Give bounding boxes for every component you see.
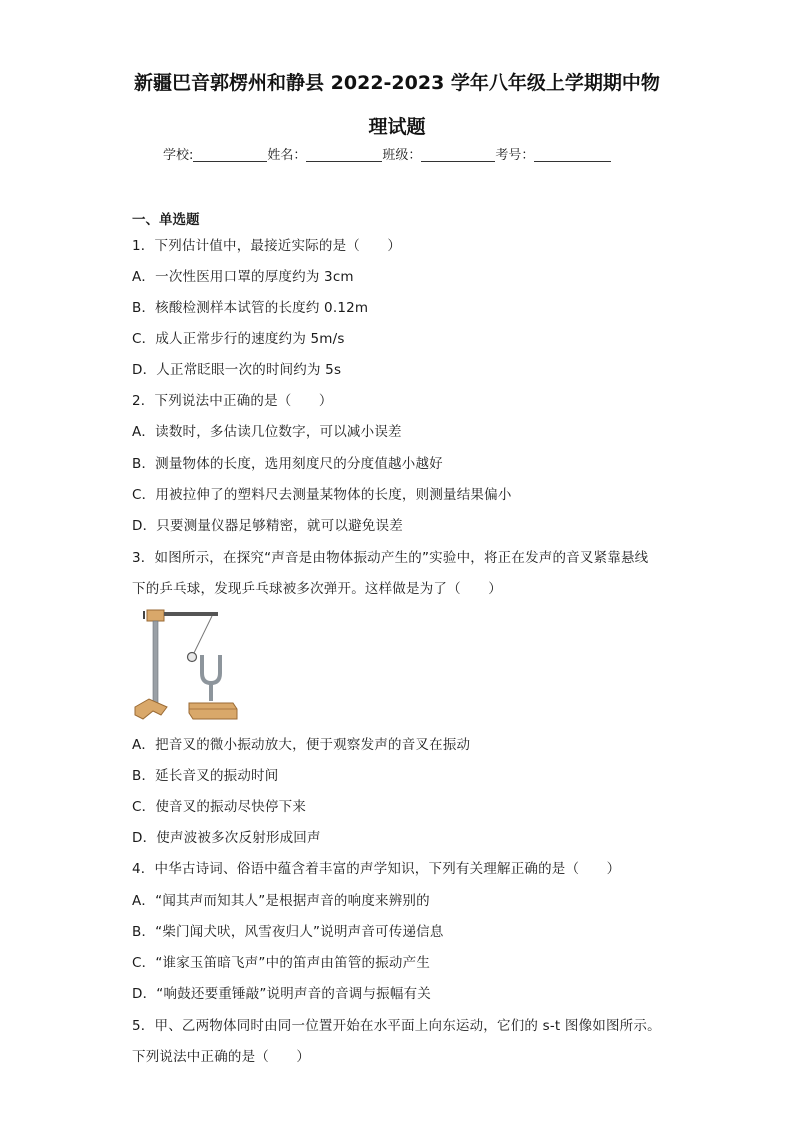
- question-5-stem-line-2: 下列说法中正确的是（ ）: [132, 1049, 311, 1065]
- question-2-option-d: D．只要测量仪器足够精密，就可以避免误差: [132, 518, 403, 534]
- question-4-option-a: A．“闻其声而知其人”是根据声音的响度来辨别的: [132, 893, 430, 909]
- question-3-stem-line-1: 3．如图所示，在探究“声音是由物体振动产生的”实验中，将正在发声的音叉紧靠悬线: [132, 550, 649, 566]
- question-1-option-c: C．成人正常步行的速度约为 5m/s: [132, 331, 345, 347]
- student-info-row: [163, 144, 611, 163]
- name-blank: [306, 147, 382, 162]
- question-4-option-d: D．“响鼓还要重锤敲”说明声音的音调与振幅有关: [132, 986, 431, 1002]
- support-rod: [153, 621, 158, 707]
- question-4-stem: 4．中华古诗词、俗语中蕴含着丰富的声学知识，下列有关理解正确的是（ ）: [132, 861, 621, 877]
- school-blank: [193, 147, 267, 162]
- ping-pong-ball: [188, 653, 197, 662]
- question-2-stem: 2．下列说法中正确的是（ ）: [132, 393, 333, 409]
- stand-base: [135, 699, 167, 719]
- exam-no-label: 考号：: [495, 148, 535, 163]
- question-3-option-c: C．使音叉的振动尽快停下来: [132, 799, 307, 815]
- tuning-fork-prongs: [202, 655, 220, 683]
- question-2-option-c: C．用被拉伸了的塑料尺去测量某物体的长度，则测量结果偏小: [132, 487, 512, 503]
- exam-title-line-2: 理试题: [368, 116, 426, 138]
- question-1-option-b: B．核酸检测样本试管的长度约 0.12m: [132, 300, 369, 316]
- question-3-stem-line-2: 下的乒乓球，发现乒乓球被多次弹开。这样做是为了（ ）: [132, 581, 502, 597]
- exam-title-line-1: 新疆巴音郭楞州和静县 2022-2023 学年八年级上学期期中物: [134, 72, 660, 94]
- question-3-option-a: A．把音叉的微小振动放大，便于观察发声的音叉在振动: [132, 737, 471, 753]
- fork-base: [189, 703, 237, 719]
- school-label: 学校:: [163, 148, 194, 163]
- clamp-block: [147, 610, 164, 621]
- question-3-option-d: D．使声波被多次反射形成回声: [132, 830, 321, 846]
- class-blank: [421, 147, 495, 162]
- question-4-option-c: C．“谁家玉笛暗飞声”中的笛声由笛管的振动产生: [132, 955, 431, 971]
- question-1-option-a: A．一次性医用口罩的厚度约为 3cm: [132, 269, 354, 285]
- question-5-stem-line-1: 5．甲、乙两物体同时由同一位置开始在水平面上向东运动，它们的 s-t 图像如图所示。: [132, 1018, 661, 1034]
- section-heading: 一、单选题: [132, 212, 200, 228]
- tuning-fork-stem: [209, 683, 213, 701]
- question-1-stem: 1．下列估计值中，最接近实际的是（ ）: [132, 238, 402, 254]
- suspension-string: [193, 616, 212, 655]
- name-label: 姓名：: [267, 148, 307, 163]
- question-2-option-a: A．读数时，多估读几位数字，可以减小误差: [132, 424, 402, 440]
- class-label: 班级：: [382, 148, 422, 163]
- exam-no-blank: [534, 147, 611, 162]
- support-arm: [164, 612, 218, 616]
- question-2-option-b: B．测量物体的长度，选用刻度尺的分度值越小越好: [132, 456, 443, 472]
- question-3-option-b: B．延长音叉的振动时间: [132, 768, 279, 784]
- tuning-fork-figure: [133, 603, 243, 721]
- question-1-option-d: D．人正常眨眼一次的时间约为 5s: [132, 362, 342, 378]
- question-4-option-b: B．“柴门闻犬吠，风雪夜归人”说明声音可传递信息: [132, 924, 444, 940]
